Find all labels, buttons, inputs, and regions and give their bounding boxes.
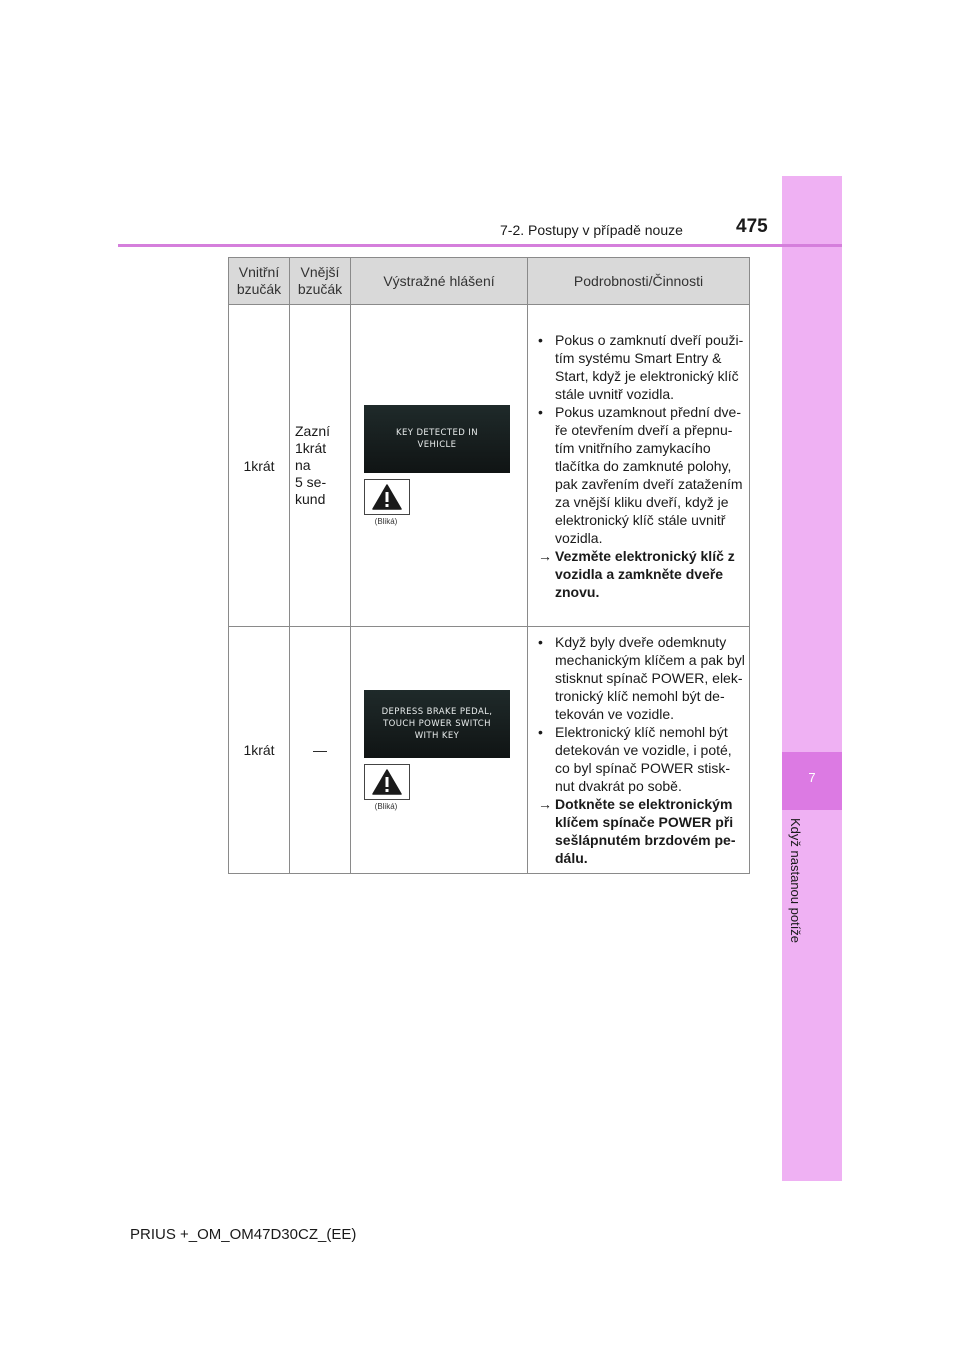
multi-information-display: KEY DETECTED IN VEHICLE xyxy=(364,405,510,473)
warning-message-cell xyxy=(351,627,528,874)
header-rule xyxy=(118,244,842,247)
header-external-buzzer: Vnější bzučák xyxy=(290,258,351,305)
details-cell xyxy=(528,305,750,627)
header-details: Podrobnosti/Činnosti xyxy=(528,258,750,305)
warning-message-cell xyxy=(351,305,528,627)
list-item xyxy=(538,331,745,403)
list-item xyxy=(538,723,745,795)
details-list xyxy=(538,331,745,547)
chapter-title: Když nastanou potíže xyxy=(788,818,803,944)
master-warning-box xyxy=(364,479,410,515)
bullet-symbol: • xyxy=(538,724,543,740)
table-header-row xyxy=(229,258,750,305)
details-cell xyxy=(528,627,750,874)
action-instruction xyxy=(538,795,745,867)
page-number: 475 xyxy=(736,216,768,237)
header-internal-buzzer: Vnitřní bzučák xyxy=(229,258,290,305)
internal-buzzer-cell: 1krát xyxy=(229,305,290,627)
action-instruction xyxy=(538,547,745,601)
bullet-symbol: • xyxy=(538,634,543,650)
arrow-icon: → xyxy=(538,547,552,564)
bullet-symbol: • xyxy=(538,403,543,420)
warning-triangle-icon xyxy=(372,484,402,510)
detail-text: Když byly dveře odemknuty mechanickým klíčem a pak byl stisknut spínač POWER, elek-tronický klíč nemohl být de-tekován ve vozidle. xyxy=(555,634,745,722)
detail-text: Elektronický klíč nemohl být detekován ve vozidle, i poté, co byl spínač POWER stisk-nut dvakrát po sobě. xyxy=(555,724,732,794)
detail-text: Pokus uzamknout přední dve-ře otevřením dveří a přepnu-tím vnitřního zamykacího tlačítka do zamknuté polohy, pak zavřením dveří zatažením za vnější kliku dveří, když je elektronický klíč stále uvnitř vozidla. xyxy=(555,403,743,546)
external-buzzer-cell: — xyxy=(290,627,351,874)
external-buzzer-cell: Zazní 1krát na 5 se- kund xyxy=(290,305,351,627)
warning-table xyxy=(228,257,750,874)
side-chapter-tab xyxy=(782,176,842,1181)
bullet-symbol: • xyxy=(538,331,543,348)
master-warning-box xyxy=(364,764,410,800)
multi-information-display: DEPRESS BRAKE PEDAL, TOUCH POWER SWITCH WITH KEY xyxy=(364,690,510,758)
header-warning-message: Výstražné hlášení xyxy=(351,258,528,305)
arrow-icon: → xyxy=(538,796,552,812)
section-title: 7-2. Postupy v případě nouze xyxy=(500,222,683,238)
action-text: Vezměte elektronický klíč z vozidla a zamkněte dveře znovu. xyxy=(555,547,735,600)
details-list xyxy=(538,633,745,795)
internal-buzzer-cell: 1krát xyxy=(229,627,290,874)
list-item xyxy=(538,633,745,723)
blink-label: (Bliká) xyxy=(374,517,398,526)
footer-code: PRIUS +_OM_OM47D30CZ_(EE) xyxy=(130,1226,357,1243)
detail-text: Pokus o zamknutí dveří použi-tím systému Smart Entry & Start, když je elektronický klíč stále uvnitř vozidla. xyxy=(555,331,744,402)
chapter-number: 7 xyxy=(808,770,816,785)
table-row xyxy=(229,627,750,874)
warning-triangle-icon xyxy=(372,769,402,795)
action-text: Dotkněte se elektronickým klíčem spínače POWER při sešlápnutém brzdovém pe-dálu. xyxy=(555,796,736,866)
list-item xyxy=(538,403,745,547)
blink-label: (Bliká) xyxy=(374,801,398,811)
table-row xyxy=(229,305,750,627)
